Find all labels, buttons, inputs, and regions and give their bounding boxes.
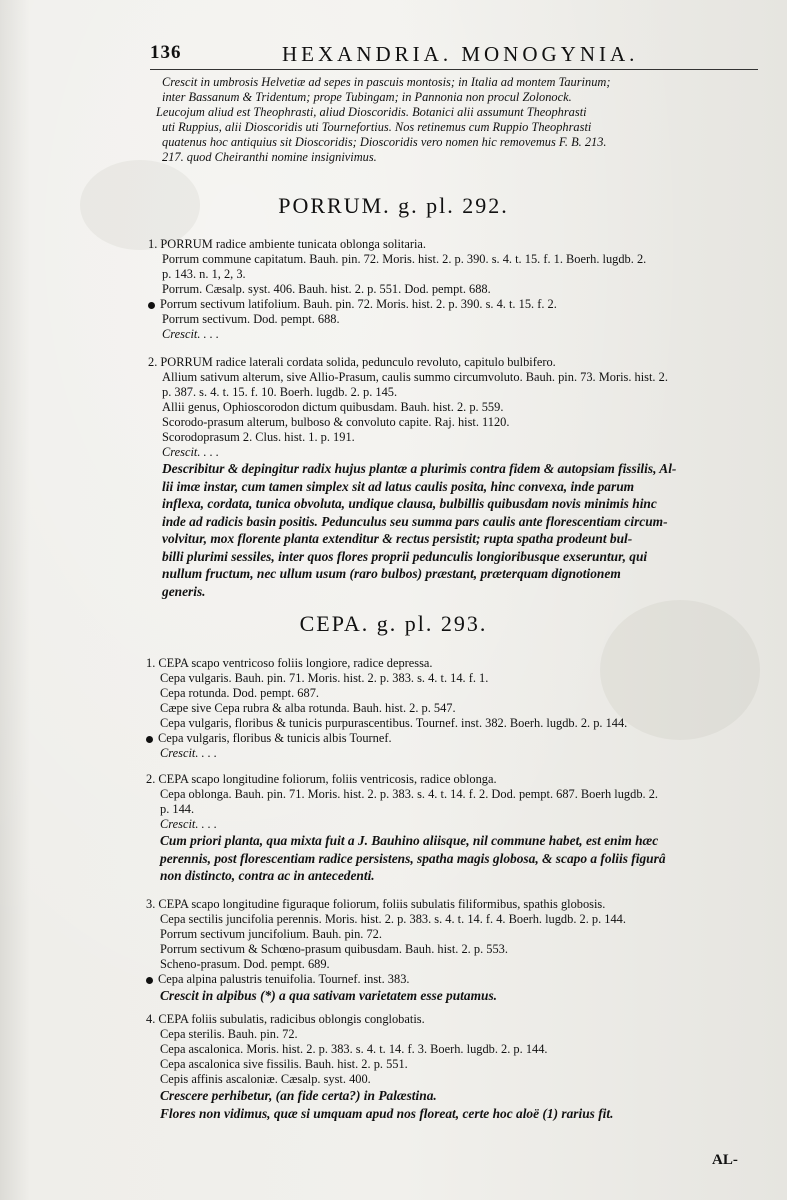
intro-paragraph — [156, 75, 762, 165]
species-entry — [148, 237, 748, 342]
synonym-line: Porrum. Cæsalp. syst. 406. Bauh. hist. 2. p. 551. Dod. pempt. 688. — [162, 282, 491, 296]
species-diagnosis: 1. PORRUM radice ambiente tunicata oblonga solitaria. — [148, 237, 427, 251]
synonym-line: Porrum sectivum juncifolium. Bauh. pin. 72. — [160, 927, 382, 941]
synonym-line: Scorodoprasum 2. Clus. hist. 1. p. 191. — [162, 430, 355, 444]
text-line: Crescit in umbrosis Helvetiæ ad sepes in pascuis montosis; in Italia ad montem Taurinum; — [162, 75, 611, 89]
habitat-line: Crescit in alpibus (*) a qua sativam varietatem esse putamus. — [160, 988, 498, 1003]
synonym-line: Cepa rotunda. Dod. pempt. 687. — [160, 686, 319, 700]
variety-bullet-icon — [148, 302, 155, 309]
species-diagnosis: 1. CEPA scapo ventricoso foliis longiore, radice depressa. — [146, 656, 433, 670]
text-line: Leucojum aliud est Theophrasti, aliud Dioscoridis. Botanici alii assumunt Theophrasti — [156, 105, 587, 119]
text-line: uti Ruppius, alii Dioscoridis uti Tournefortius. Nos retinemus cum Ruppio Theophrasti — [162, 120, 592, 134]
synonym-line: Allium sativum alterum, sive Allio-Prasum, caulis summo circumvoluto. Bauh. pin. 73. Moris. hist. 2. — [162, 370, 668, 384]
header-rule — [150, 69, 758, 70]
species-diagnosis: 4. CEPA foliis subulatis, radicibus oblongis conglobatis. — [146, 1012, 425, 1026]
synonym-line: Cepa alpina palustris tenuifolia. Tournef. inst. 383. — [146, 972, 746, 987]
description-line: non distincto, contra ac in antecedenti. — [160, 868, 375, 883]
synonym-line: Cepa vulgaris. Bauh. pin. 71. Moris. hist. 2. p. 383. s. 4. t. 14. f. 1. — [160, 671, 489, 685]
habitat-line: Crescit. . . . — [162, 327, 220, 341]
description-line: inflexa, cordata, tunica obvoluta, undique clausa, bulbillis quibusdam novis minimis hinc — [162, 496, 657, 511]
running-head: HEXANDRIA. MONOGYNIA. — [282, 42, 639, 66]
species-diagnosis: 3. CEPA scapo longitudine figuraque foliorum, foliis subulatis filiformibus, spathis globosis. — [146, 897, 606, 911]
description-line: Cum priori planta, qua mixta fuit a J. Bauhino aliisque, nil commune habet, est enim hæc — [160, 833, 659, 848]
synonym-line: Scorodo-prasum alterum, bulboso & convoluto capite. Raj. hist. 1120. — [162, 415, 510, 429]
synonym-line: Porrum commune capitatum. Bauh. pin. 72. Moris. hist. 2. p. 390. s. 4. t. 15. f. 1. Boerh. lugdb. 2. — [162, 252, 647, 266]
text-line: 217. quod Cheiranthi nomine insignivimus. — [162, 150, 377, 164]
synonym-line: Allii genus, Ophioscorodon dictum quibusdam. Bauh. hist. 2. p. 559. — [162, 400, 504, 414]
synonym-line: Cepa sterilis. Bauh. pin. 72. — [160, 1027, 298, 1041]
habitat-line: Crescit. . . . — [162, 445, 220, 459]
habitat-line: Crescit. . . . — [160, 746, 218, 760]
species-diagnosis: 2. CEPA scapo longitudine foliorum, foliis ventricosis, radice oblonga. — [146, 772, 497, 786]
page-header — [150, 42, 750, 66]
species-diagnosis: 2. PORRUM radice laterali cordata solida, pedunculo revoluto, capitulo bulbifero. — [148, 355, 556, 369]
variety-bullet-icon — [146, 736, 153, 743]
synonym-line: Porrum sectivum. Dod. pempt. 688. — [162, 312, 340, 326]
synonym-line: p. 387. s. 4. t. 15. f. 10. Boerh. lugdb. 2. p. 145. — [162, 385, 398, 399]
catchword: AL- — [712, 1152, 738, 1168]
synonym-line: p. 143. n. 1, 2, 3. — [162, 267, 246, 281]
habitat-line: Crescit. . . . — [160, 817, 218, 831]
page-number: 136 — [150, 42, 182, 63]
synonym-line: Porrum sectivum & Schœno-prasum quibusdam. Bauh. hist. 2. p. 553. — [160, 942, 508, 956]
description-line: volvitur, mox florente planta extenditur & rectus persistit; rupta spatha prodeunt bul- — [162, 531, 633, 546]
synonym-line: p. 144. — [160, 802, 195, 816]
species-entry — [146, 772, 746, 885]
description-line: billi plurimi sessiles, inter quos flores proprii pedunculis longioribusque exseruntur, qui — [162, 548, 648, 564]
synonym-line: Cepa oblonga. Bauh. pin. 71. Moris. hist. 2. p. 383. s. 4. t. 14. f. 2. Dod. pempt. 687. Boerh lugdb. 2. — [160, 787, 659, 801]
synonym-line: Porrum sectivum latifolium. Bauh. pin. 72. Moris. hist. 2. p. 390. s. 4. t. 15. f. 2. — [148, 297, 748, 312]
species-entry — [146, 1012, 746, 1122]
species-entry — [146, 897, 746, 1005]
description-line: Flores non vidimus, quæ si umquam apud nos floreat, certe hoc aloë (1) rarius fit. — [160, 1105, 614, 1121]
habitat-line: Crescere perhibetur, (an fide certa?) in Palæstina. — [160, 1088, 437, 1103]
description-line: inde ad radicis basin positis. Pedunculus seu summa pars caulis ante florescentiam circum- — [162, 513, 668, 529]
description-line: lii imæ instar, cum tamen simplex sit ad latus caulis posita, hinc convexa, inde parum — [162, 478, 635, 494]
synonym-line: Cepa ascalonica. Moris. hist. 2. p. 383. s. 4. t. 14. f. 3. Boerh. lugdb. 2. p. 144. — [160, 1042, 548, 1056]
variety-bullet-icon — [146, 977, 153, 984]
genus-heading-cepa: CEPA. g. pl. 293. — [299, 611, 488, 636]
text-line: inter Bassanum & Tridentum; prope Tubingam; in Pannonia non procul Zolonock. — [162, 90, 572, 104]
text-line: quatenus hoc antiquius sit Dioscoridis; Dioscoridis vero nomen hic removemus F. B. 213. — [162, 135, 607, 149]
synonym-line: Cepa vulgaris, floribus & tunicis albis Tournef. — [146, 731, 746, 746]
genus-heading-porrum: PORRUM. g. pl. 292. — [278, 193, 509, 218]
synonym-line: Cepa sectilis juncifolia perennis. Moris. hist. 2. p. 383. s. 4. t. 14. f. 4. Boerh. lugdb. 2. p. 144. — [160, 912, 626, 926]
species-entry — [146, 656, 746, 761]
synonym-line: Cæpe sive Cepa rubra & alba rotunda. Bauh. hist. 2. p. 547. — [160, 701, 456, 715]
description-line: Describitur & depingitur radix hujus plantæ a plurimis contra fidem & autopsiam fissilis, Al- — [162, 461, 677, 476]
synonym-line: Scheno-prasum. Dod. pempt. 689. — [160, 957, 330, 971]
species-entry — [148, 355, 748, 600]
synonym-line: Cepa ascalonica sive fissilis. Bauh. hist. 2. p. 551. — [160, 1057, 408, 1071]
description-line: nullum fructum, nec ullum usum (raro bulbos) præstant, præterquam dignotionem — [162, 566, 621, 581]
synonym-line: Cepa vulgaris, floribus & tunicis purpurascentibus. Tournef. inst. 382. Boerh. lugdb. 2. p. 144. — [160, 716, 628, 730]
synonym-line: Cepis affinis ascaloniæ. Cæsalp. syst. 400. — [160, 1072, 371, 1086]
description-line: perennis, post florescentiam radice persistens, spatha magis globosa, & scapo a foliis figurâ — [160, 850, 666, 866]
description-line: generis. — [162, 583, 206, 599]
